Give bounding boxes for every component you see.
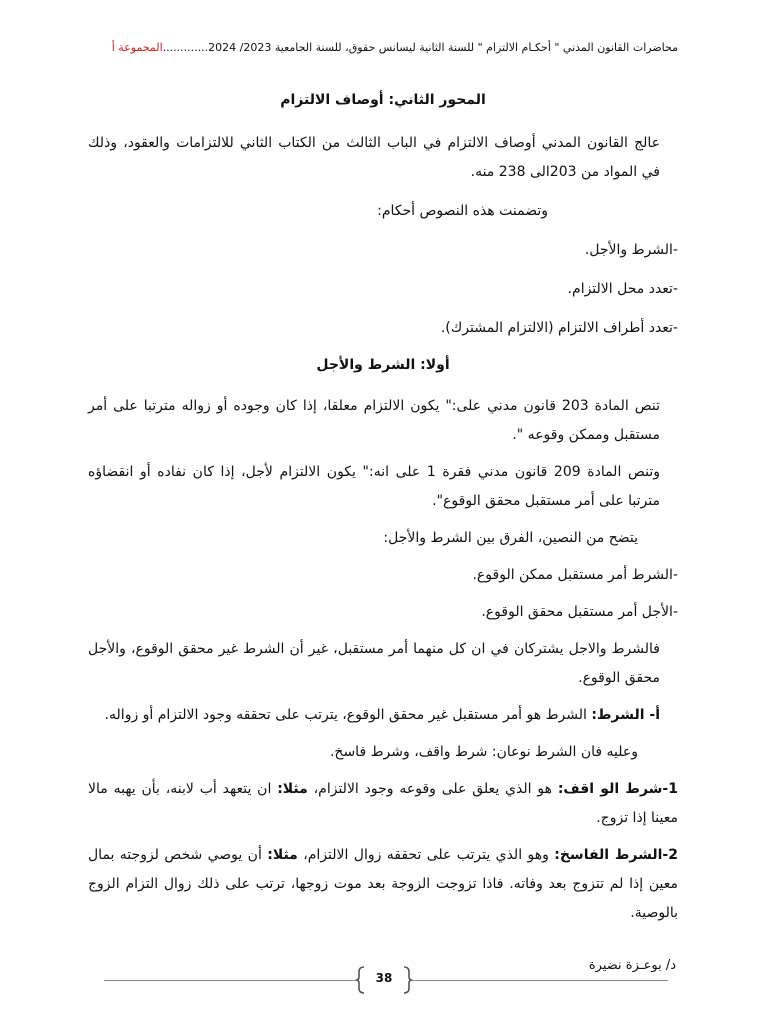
condition-types: وعليه فان الشرط نوعان: شرط واقف، وشرط فاسخ. — [329, 744, 638, 760]
difference-intro: يتضح من النصين، الفرق بين الشرط والأجل: — [383, 530, 638, 546]
footer-rule-right — [412, 980, 668, 981]
header-text: محاضرات القانون المدني " أحكـام الالتزام " للسنة الثانية ليسانس حقوق، للسنة الجامعية 2023/ 2024............. — [162, 41, 678, 54]
article-209-paragraph: وتنص المادة 209 قانون مدني فقرة 1 على انه:" يكون الالتزام لأجل، إذا كان نفاده أو انقضاؤه مترتبا على أمر مستقبل محقق الوقوع". — [88, 464, 660, 509]
page-number: 38 — [375, 971, 393, 985]
page-body — [88, 86, 678, 928]
resolutory-example: أن يوصي شخص لزوجته بمال معين إذا لم تتزوج بعد وفاته. فاذا تزوجت الزوجة بعد موت زوجها، ترتب على ذلك زوال التزام الزوج بالوصية. — [88, 847, 678, 921]
page-header — [90, 40, 678, 56]
resolutory-label: 2-الشرط الفاسخ: — [554, 847, 678, 863]
condition-label: أ- الشرط: — [591, 707, 660, 723]
suspensive-condition-paragraph — [88, 775, 678, 833]
article-203-paragraph: تنص المادة 203 قانون مدني على:" يكون الالتزام معلقا، إذا كان وجوده أو زواله مترتبا على أمر مستقبل وممكن وقوعه ". — [88, 398, 660, 443]
list-item: -تعدد أطراف الالتزام (الالتزام المشترك). — [440, 320, 678, 336]
footer-rule-left — [104, 980, 356, 981]
difference-item: -الشرط أمر مستقبل ممكن الوقوع. — [472, 567, 678, 583]
suspensive-example-label: مثلا: — [277, 781, 308, 797]
suspensive-text: هو الذي يعلق على وقوعه وجود الالتزام، — [307, 781, 558, 797]
suspensive-label: 1-شرط الو اقف: — [557, 781, 678, 797]
page-number-box — [356, 966, 412, 994]
difference-item: -الأجل أمر مستقبل محقق الوقوع. — [481, 604, 678, 620]
condition-definition — [88, 701, 678, 730]
contains-line: وتضمنت هذه النصوص أحكام: — [377, 203, 548, 219]
list-item: -تعدد محل الالتزام. — [567, 281, 678, 297]
section-heading: المحور الثاني: أوصاف الالتزام — [280, 92, 486, 108]
resolutory-example-label: مثلا: — [267, 847, 298, 863]
header-group: المجموعة أ — [111, 41, 163, 54]
resolutory-condition-paragraph — [88, 841, 678, 928]
resolutory-text: وهو الذي يترتب على تحققه زوال الالتزام، — [297, 847, 555, 863]
condition-text: الشرط هو أمر مستقبل غير محقق الوقوع، يترتب على تحققه وجود الالتزام أو زواله. — [104, 707, 592, 723]
suspensive-example: ان يتعهد أب لابنه، بأن يهبه مالا معينا إذا تزوج. — [88, 781, 678, 826]
subsection-heading: أولا: الشرط والأجل — [316, 357, 450, 373]
common-paragraph: فالشرط والاجل يشتركان في ان كل منهما أمر مستقبل، غير أن الشرط غير محقق الوقوع، والأجل محقق الوقوع. — [88, 641, 660, 686]
list-item: -الشرط والأجل. — [584, 242, 678, 258]
intro-paragraph: عالج القانون المدني أوصاف الالتزام في الباب الثالث من الكتاب الثاني للالتزامات والعقود، وذلك في المواد من 203الى 238 منه. — [88, 135, 660, 180]
footer-author: د/ بوعـزة نضيرة — [588, 958, 676, 973]
